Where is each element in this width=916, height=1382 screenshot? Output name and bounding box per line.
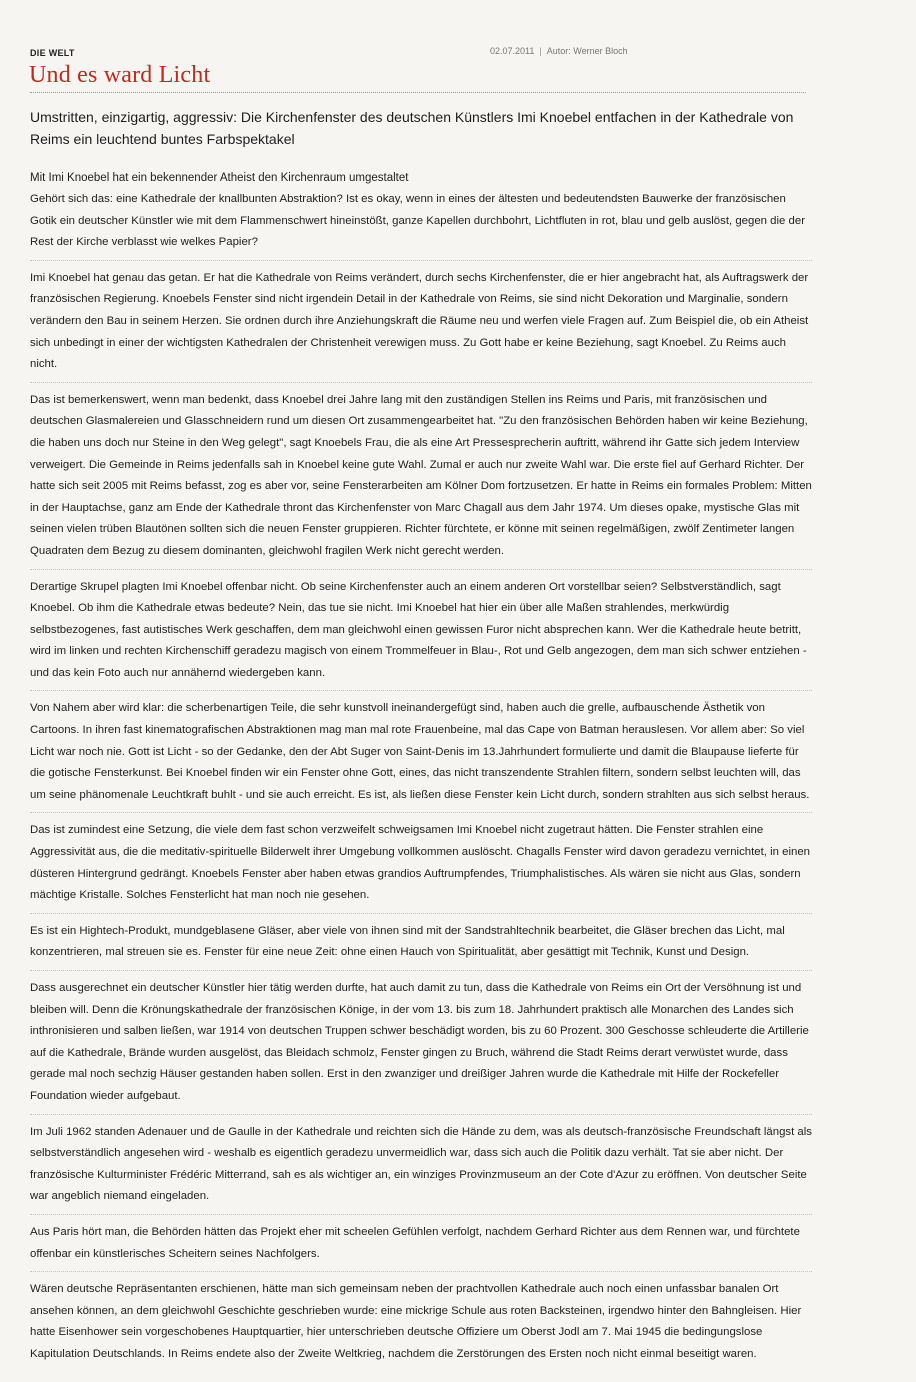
article-body — [30, 189, 812, 1372]
article-intro: Umstritten, einzigartig, aggressiv: Die Kirchenfenster des deutschen Künstlers Imi Knoebel entfachen in der Kathedrale von Reims ein leuchtend buntes Farbspektakel — [30, 109, 794, 147]
paragraph-divider — [30, 913, 812, 914]
article-paragraph: Derartige Skrupel plagten Imi Knoebel offenbar nicht. Ob seine Kirchenfenster auch an einem anderen Ort vorstellbar seien? Selbstverständlich, sagt Knoebel. Ob ihm die Kathedrale etwas bedeute? Nein, das tue sie nicht. Imi Knoebel hat hier ein über alle Maßen strahlendes, merkwürdig selbstbezogenes, fast autistisches Werk geschaffen, dem man gleichwohl einen gewissen Furor nicht absprechen kann. Wer die Kathedrale heute betritt, wird im linken und rechten Kirchenschiff geradezu magisch von einem Trommelfeuer in Blau-, Rot und Gelb angezogen, dem man sich schwer entziehen - und das kein Foto auch nur annähernd wiedergeben kann. — [30, 580, 807, 679]
article-paragraph: Das ist bemerkenswert, wenn man bedenkt, dass Knoebel drei Jahre lang mit den zuständigen Stellen ins Reims und Paris, mit französischen und deutschen Glasmalereien und Glasschneidern rund um diesen Ort zusammengearbeitet hat. "Zu den französischen Behörden haben wir keine Beziehung, die haben uns doch nur Steine in den Weg gelegt", sagt Knoebels Frau, die als eine Art Pressesprecherin auftritt, während ihr Gatte sich jedem Interview verweigert. Die Gemeinde in Reims jedenfalls sah in Knoebel keine gute Wahl. Zumal er auch nur zweite Wahl war. Die erste fiel auf Gerhard Richter. Der hatte sich seit 2005 mit Reims befasst, zog es aber vor, seine Fensterarbeiten am Kölner Dom fortzusetzen. Er hatte in Reims ein formales Problem: Mitten in der Hauptachse, ganz am Ende der Kathedrale thront das Kirchenfenster von Marc Chagall aus dem Jahr 1974. Um dieses opake, mystische Glas mit seinen vielen trüben Blautönen sollten sich die neuen Fenster gruppieren. Richter fürchtete, er könne mit seinen regelmäßigen, zwölf Zentimeter langen Quadraten dem Bezug zu diesem dominanten, gleichwohl fragilen Werk nicht gerecht werden. — [30, 393, 812, 557]
article-paragraph: Aus Paris hört man, die Behörden hätten das Projekt eher mit scheelen Gefühlen verfolgt, nachdem Gerhard Richter aus dem Rennen war, und fürchtete offenbar ein künstlerisches Scheitern seines Nachfolgers. — [30, 1225, 800, 1260]
article-paragraph: Gehört sich das: eine Kathedrale der knallbunten Abstraktion? Ist es okay, wenn in eines der ältesten und bedeutendsten Bauwerke der französischen Gotik ein deutscher Künstler wie mit dem Flammenschwert hineinstößt, ganze Kapellen durchbohrt, Lichtfluten in rot, blau und gelb auslöst, gegen die der Rest der Kirche verblasst wie welkes Papier? — [30, 193, 805, 249]
meta-separator: | — [539, 46, 542, 56]
article-headline: Und es ward Licht — [29, 62, 211, 88]
article-paragraph: Das ist zumindest eine Setzung, die viele dem fast schon verzweifelt schweigsamen Imi Knoebel nicht zugetraut hätten. Die Fenster strahlen eine Aggressivität aus, die die meditativ-spirituelle Bilderwelt ihrer Umgebung vollkommen auslöscht. Chagalls Fenster wird davon geradezu vernichtet, in einen düsteren Hintergrund gedrängt. Knoebels Fenster aber haben etwas grandios Auftrumpfendes, Triumphalistisches. Als wären sie nicht aus Glas, sondern mächtige Kristalle. Solches Fensterlicht hat man noch nie gesehen. — [30, 824, 811, 902]
paragraph-divider — [30, 1214, 812, 1215]
article-paragraph: Imi Knoebel hat genau das getan. Er hat die Kathedrale von Reims verändert, durch sechs Kirchenfenster, die er hier angebracht hat, als Auftragswerk der französischen Regierung. Knoebels Fenster sind nicht irgendein Detail in der Kathedrale von Reims, sie sind nicht Dekoration und Marginalie, sondern verändern den Bau in seinem Herzen. Sie ordnen durch ihre Anziehungskraft die Räume neu und werfen viele Fragen auf. Zum Beispiel die, ob ein Atheist sich unbedingt in einer der wichtigsten Kathedralen der Christenheit verewigen muss. Zu Gott habe er keine Beziehung, sagt Knoebel. Zu Reims auch nicht. — [30, 271, 809, 371]
newspaper-masthead: DIE WELT — [30, 48, 75, 58]
paragraph-divider — [30, 260, 812, 261]
article-paragraph: Im Juli 1962 standen Adenauer und de Gaulle in der Kathedrale und reichten sich die Hände zu dem, was als deutsch-französische Freundschaft längst als selbstverständlich angesehen wird - weshalb es eigentlich geradezu unvermeidlich war, dass sich auch die Politik dazu verhält. Tat sie aber nicht. Der französische Kulturminister Frédéric Mitterrand, sah es als wichtiger an, ein winziges Provinzmuseum an der Cote d'Azur zu eröffnen. Von deutscher Seite war angeblich niemand eingeladen. — [30, 1125, 812, 1203]
article-subheading: Mit Imi Knoebel hat ein bekennender Atheist den Kirchenraum umgestaltet — [30, 172, 409, 184]
headline-divider — [30, 92, 806, 93]
paragraph-divider — [30, 690, 812, 691]
paragraph-divider — [30, 1114, 812, 1115]
article-paragraph: Von Nahem aber wird klar: die scherbenartigen Teile, die sehr kunstvoll ineinandergefügt sind, haben auch die grelle, aufbauschende Ästhetik von Cartoons. In ihren fast kinematografischen Abstraktionen mag man mal rote Frauenbeine, mal das Cape von Batman herauslesen. Vor allem aber: So viel Licht war noch nie. Gott ist Licht - so der Gedanke, den der Abt Suger von Saint-Denis im 13.Jahrhundert formulierte und damit die Blaupause lieferte für die gotische Fensterkunst. Bei Knoebel finden wir ein Fenster ohne Gott, eines, das nicht transzendente Strahlen filtern, sondern selbst leuchten will, das um seine phänomenale Leuchtkraft buhlt - und sie auch erreicht. Es ist, als ließen diese Fenster kein Licht durch, sondern strahlten aus sich selbst heraus. — [30, 702, 810, 801]
article-meta — [490, 46, 628, 56]
paragraph-divider — [30, 569, 812, 570]
paragraph-divider — [30, 970, 812, 971]
article-paragraph: Wären deutsche Repräsentanten erschienen, hätte man sich gemeinsam neben der prachtvollen Kathedrale auch noch einen unfassbar banalen Ort ansehen können, an dem gleichwohl Geschichte geschrieben wurde: eine mickrige Schule aus roten Backsteinen, irgendwo hinter den Bahngleisen. Hier hatte Eisenhower sein vorgeschobenes Hauptquartier, hier unterschrieben deutsche Offiziere um Oberst Jodl am 7. Mai 1945 die bedingungslose Kapitulation Deutschlands. In Reims endete also der Zweite Weltkrieg, nachdem die Zerstörungen des Ersten noch nicht einmal beseitigt waren. — [30, 1283, 802, 1360]
paragraph-divider — [30, 382, 812, 383]
article-author: Autor: Werner Bloch — [546, 46, 628, 56]
article-paragraph: Dass ausgerechnet ein deutscher Künstler hier tätig werden durfte, hat auch damit zu tun, dass die Kathedrale von Reims ein Ort der Versöhnung ist und bleiben will. Denn die Krönungskathedrale der französischen Könige, in der vom 13. bis zum 18. Jahrhundert praktisch alle Monarchen des Landes sich inthronisieren und salben ließen, war 1914 von deutschen Truppen schwer beschädigt worden, bis zu 60 Prozent. 300 Geschosse schleuderte die Artillerie auf die Kathedrale, Brände wurden ausgelöst, das Bleidach schmolz, Fenster gingen zu Bruch, während die Stadt Reims derart verwüstet wurde, dass gerade mal noch sechzig Häuser gestanden haben sollen. Erst in den zwanziger und dreißiger Jahren wurde die Kathedrale mit Hilfe der Rockefeller Foundation wieder aufgebaut. — [30, 982, 809, 1102]
article-paragraph: Es ist ein Hightech-Produkt, mundgeblasene Gläser, aber viele von ihnen sind mit der Sandstrahltechnik bearbeitet, die Gläser brechen das Licht, mal konzentrieren, mal streuen sie es. Fenster für eine neue Zeit: ohne einen Hauch von Spiritualität, aber gesättigt mit Technik, Kunst und Design. — [30, 924, 785, 959]
article-date: 02.07.2011 — [490, 46, 535, 56]
paragraph-divider — [30, 1271, 812, 1272]
paragraph-divider — [30, 812, 812, 813]
